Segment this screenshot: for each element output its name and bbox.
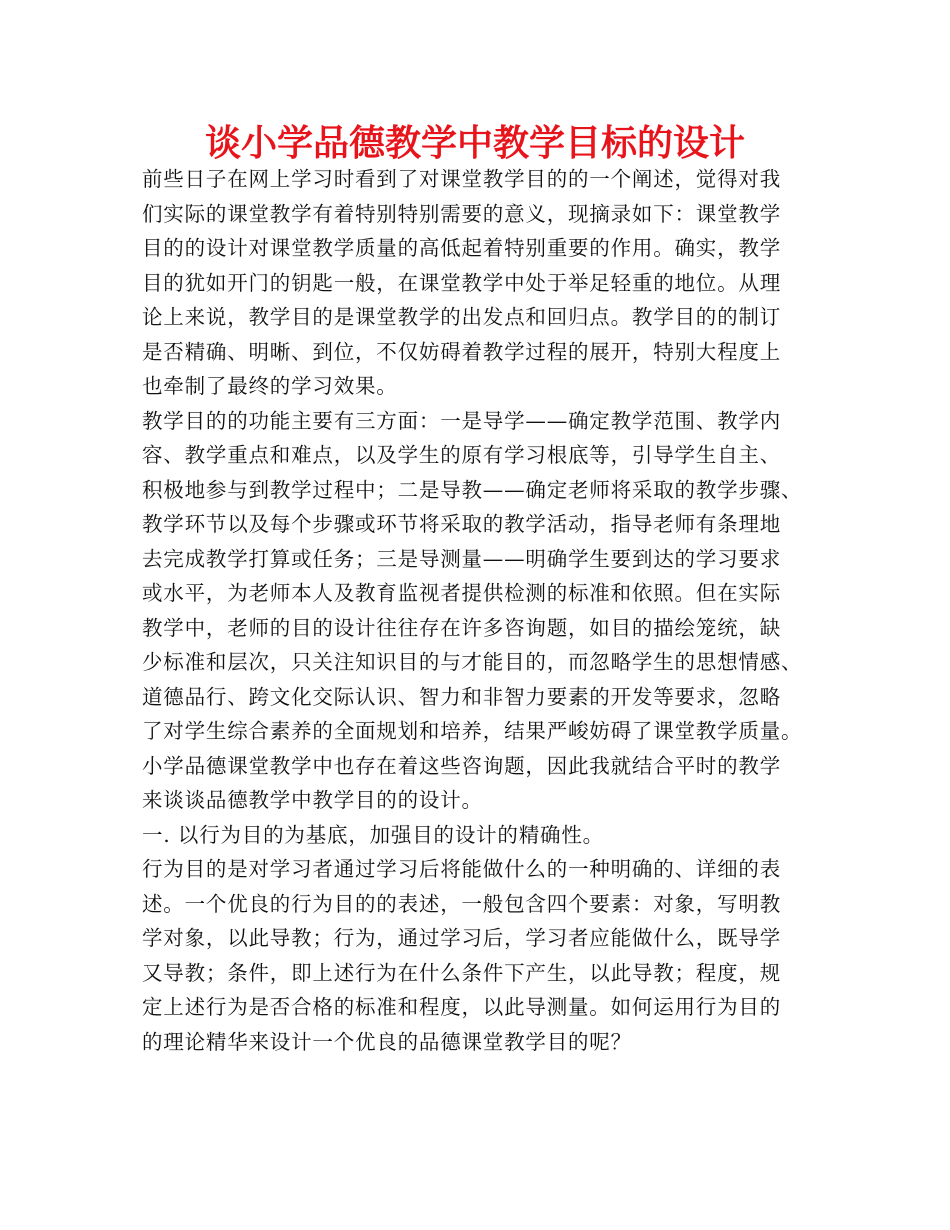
text-line: 又导教；条件，即上述行为在什么条件下产生，以此导教；程度，规	[142, 960, 781, 985]
text-line: 了对学生综合素养的全面规划和培养，结果严峻妨碍了课堂教学质量。	[142, 719, 803, 743]
document-title: 谈小学品德教学中教学目标的设计	[204, 123, 745, 164]
text-line: 是否精确、明晰、到位，不仅妨碍着教学过程的展开，特别大程度上	[142, 339, 781, 364]
text-line: 目的的设计对课堂教学质量的高低起着特别重要的作用。确实，教学	[142, 236, 781, 260]
text-line: 教学环节以及每个步骤或环节将采取的教学活动，指导老师有条理地	[142, 512, 781, 536]
text-line: 述。一个优良的行为目的的表述，一般包含四个要素：对象，写明教	[142, 891, 781, 916]
section-heading-1	[142, 818, 832, 853]
text-line: 教学中，老师的目的设计往往存在许多咨询题，如目的描绘笼统，缺	[142, 615, 781, 640]
text-line: 小学品德课堂教学中也存在着这些咨询题，因此我就结合平时的教学	[142, 753, 781, 778]
text-line: 或水平，为老师本人及教育监视者提供检测的标准和依照。但在实际	[142, 581, 781, 605]
text-line: 学对象，以此导教；行为，通过学习后，学习者应能做什么，既导学	[142, 926, 781, 950]
text-line: 也牵制了最终的学习效果。	[142, 374, 398, 398]
text-line: 道德品行、跨文化交际认识、智力和非智力要素的开发等要求，忽略	[142, 684, 781, 709]
paragraph-3	[142, 852, 832, 1059]
text-line: 们实际的课堂教学有着特别特别需要的意义，现摘录如下：课堂教学	[142, 201, 781, 226]
text-line: 前些日子在网上学习时看到了对课堂教学目的的一个阐述，觉得对我	[142, 167, 781, 191]
text-line: 积极地参与到教学过程中；二是导教——确定老师将采取的教学步骤、	[142, 477, 803, 502]
text-line: 一. 以行为目的为基底，加强目的设计的精确性。	[142, 822, 604, 847]
text-line: 行为目的是对学习者通过学习后将能做什么的一种明确的、详细的表	[142, 857, 781, 881]
text-line: 教学目的的功能主要有三方面：一是导学——确定教学范围、教学内	[142, 408, 781, 433]
text-line: 定上述行为是否合格的标准和程度，以此导测量。如何运用行为目的	[142, 995, 781, 1019]
paragraph-1	[142, 162, 832, 404]
text-line: 去完成教学打算或任务；三是导测量——明确学生要到达的学习要求	[142, 546, 781, 571]
text-line: 容、教学重点和难点，以及学生的原有学习根底等，引导学生自主、	[142, 443, 781, 467]
document-body	[142, 162, 832, 1059]
text-line: 少标准和层次，只关注知识目的与才能目的，而忽略学生的思想情感、	[142, 650, 803, 674]
paragraph-2	[142, 404, 832, 818]
text-line: 的理论精华来设计一个优良的品德课堂教学目的呢？	[142, 1029, 632, 1054]
text-line: 来谈谈品德教学中教学目的的设计。	[142, 788, 483, 812]
text-line: 目的犹如开门的钥匙一般，在课堂教学中处于举足轻重的地位。从理	[142, 270, 781, 295]
text-line: 论上来说，教学目的是课堂教学的出发点和回归点。教学目的的制订	[142, 305, 781, 329]
